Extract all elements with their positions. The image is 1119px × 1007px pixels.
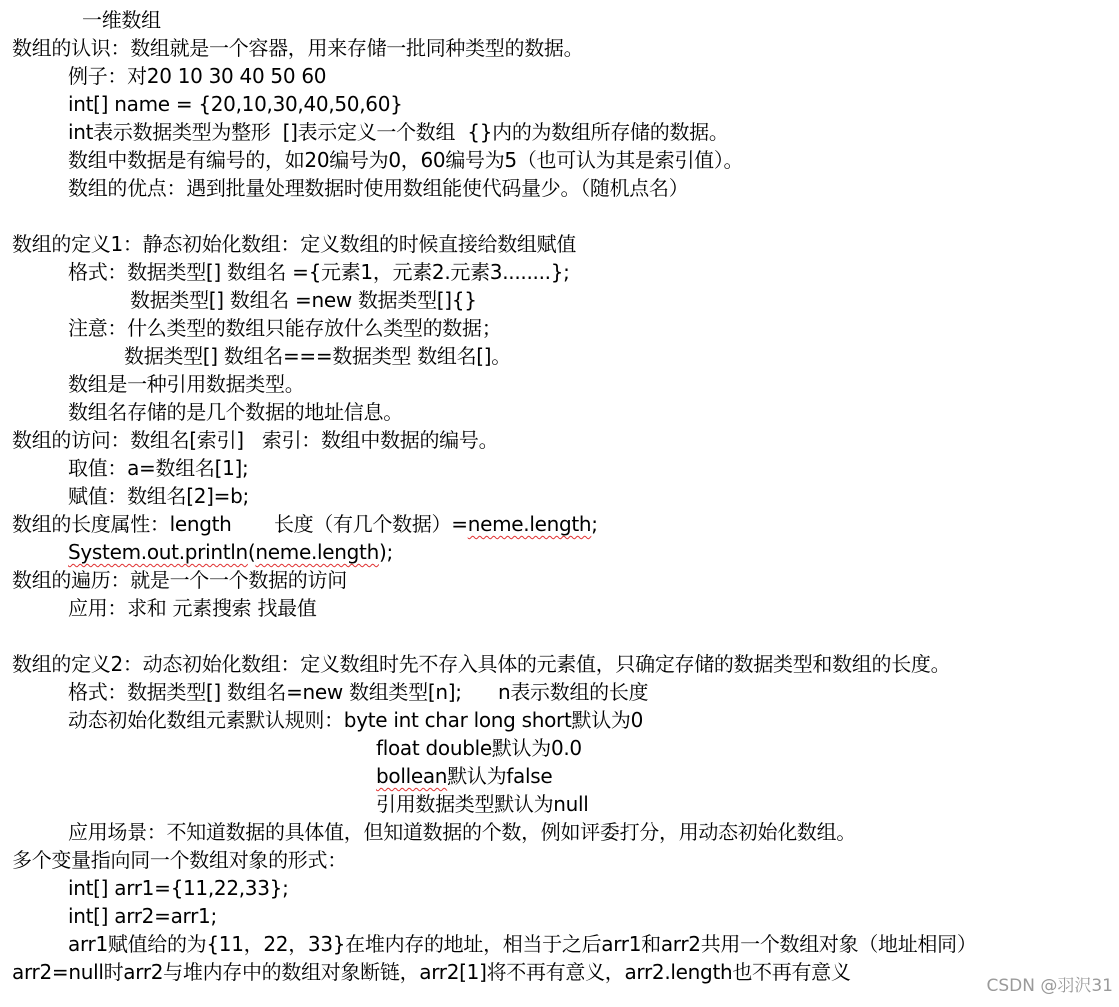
- spellcheck-word: neme.length: [255, 540, 379, 564]
- text-line: 取值：a=数组名[1];: [68, 456, 249, 480]
- text-segment: );: [378, 540, 393, 564]
- csdn-watermark: CSDN @羽沢31: [986, 976, 1113, 996]
- spellcheck-word: System.out.println: [68, 540, 248, 564]
- text-line: arr1赋值给的为{11，22，33}在堆内存的地址，相当于之后arr1和arr2共用一个数组对象（地址相同）: [68, 932, 977, 956]
- section-dynamic-init: 数组的定义2：动态初始化数组：定义数组时先不存入具体的元素值，只确定存储的数据类型和数组的长度。: [12, 652, 951, 676]
- section-array-intro: 数组的认识：数组就是一个容器，用来存储一批同种类型的数据。: [12, 36, 584, 60]
- section-array-traversal: 数组的遍历：就是一个一个数据的访问: [12, 568, 347, 592]
- text-line: 数组中数据是有编号的，如20编号为0，60编号为5（也可认为其是索引值）。: [68, 148, 744, 172]
- text-line: 注意：什么类型的数组只能存放什么类型的数据；: [68, 316, 502, 340]
- doc-title: 一维数组: [82, 8, 161, 32]
- text-line: 数组是一种引用数据类型。: [68, 372, 305, 396]
- spellcheck-word: neme.length: [467, 512, 592, 536]
- section-array-length: [12, 510, 598, 538]
- text-line: 动态初始化数组元素默认规则：byte int char long short默认为0: [68, 708, 644, 732]
- text-line: 数组的优点：遇到批量处理数据时使用数组能使代码量少。（随机点名）: [68, 176, 689, 200]
- section-array-access: 数组的访问：数组名[索引] 索引：数组中数据的编号。: [12, 428, 499, 452]
- spellcheck-word: bollean: [376, 764, 448, 788]
- text-line: 例子：对20 10 30 40 50 60: [68, 64, 327, 88]
- text-line: [376, 762, 552, 790]
- section-static-init: 数组的定义1：静态初始化数组：定义数组的时候直接给数组赋值: [12, 232, 577, 256]
- text-line: 数据类型[] 数组名===数据类型 数组名[]。: [124, 344, 511, 368]
- text-line: int表示数据类型为整形 []表示定义一个数组 {}内的为数组所存储的数据。: [68, 120, 729, 144]
- code-line: [68, 538, 393, 566]
- text-line: 应用：求和 元素搜索 找最值: [68, 596, 317, 620]
- text-line: 引用数据类型默认为null: [376, 792, 589, 816]
- text-segment: 数组的长度属性：length 长度（有几个数据）=: [12, 512, 468, 536]
- text-line: 赋值：数组名[2]=b;: [68, 484, 249, 508]
- code-line: int[] name = {20,10,30,40,50,60}: [68, 92, 403, 116]
- text-segment: ;: [591, 512, 598, 536]
- text-line: 数组名存储的是几个数据的地址信息。: [68, 400, 403, 424]
- text-segment: 默认为false: [447, 764, 553, 788]
- text-line: float double默认为0.0: [376, 736, 582, 760]
- code-line: int[] arr1={11,22,33};: [68, 876, 289, 900]
- text-line: 应用场景：不知道数据的具体值，但知道数据的个数，例如评委打分，用动态初始化数组。: [68, 820, 856, 844]
- text-segment: (: [247, 540, 256, 564]
- code-line: int[] arr2=arr1;: [68, 904, 217, 928]
- text-line: 数据类型[] 数组名 =new 数据类型[]{}: [130, 288, 477, 312]
- text-line: 格式：数据类型[] 数组名=new 数组类型[n]; n表示数组的长度: [68, 680, 649, 704]
- text-line: 格式：数据类型[] 数组名 ={元素1，元素2.元素3........};: [68, 260, 570, 284]
- text-line: arr2=null时arr2与堆内存中的数组对象断链，arr2[1]将不再有意义，arr2.length也不再有意义: [12, 960, 851, 984]
- section-shared-reference: 多个变量指向同一个数组对象的形式：: [12, 848, 347, 872]
